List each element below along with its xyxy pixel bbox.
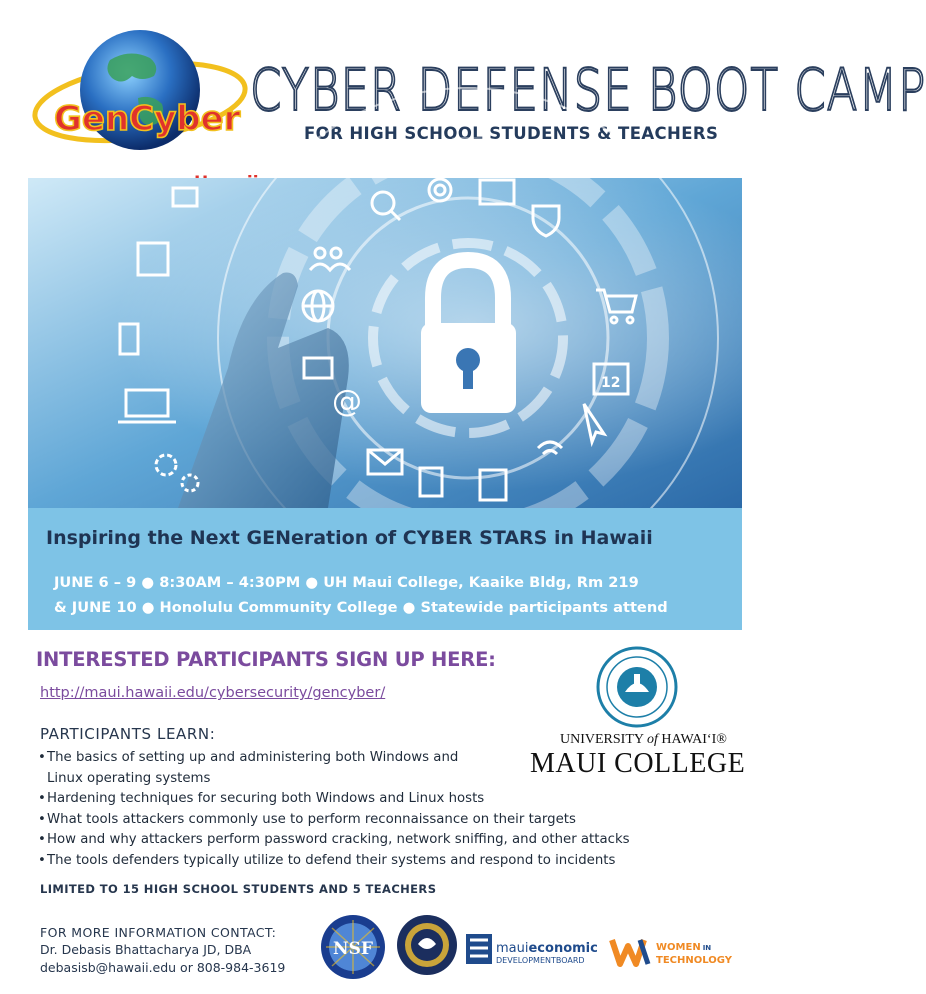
medb-word-economic: economic: [528, 941, 598, 956]
wit-women: WOMEN: [656, 942, 701, 953]
event-dates-line-2: & JUNE 10 ● Honolulu Community College ● Statewide participants attend: [54, 599, 668, 616]
nsf-logo-text: NSF: [333, 939, 373, 959]
enrollment-limit: LIMITED TO 15 HIGH SCHOOL STUDENTS AND 5 TEACHERS: [40, 882, 437, 896]
learn-item: • The basics of setting up and administering both Windows and Linux operating systems: [38, 748, 497, 789]
contact-name: Dr. Debasis Bhattacharya JD, DBA: [40, 942, 252, 957]
hero-cybersecurity-illustration: [28, 178, 742, 508]
signup-link[interactable]: http://maui.hawaii.edu/cybersecurity/gencyber/: [40, 685, 386, 701]
event-dates-line-1: JUNE 6 – 9 ● 8:30AM – 4:30PM ● UH Maui College, Kaaike Bldg, Rm 219: [54, 574, 639, 591]
learn-list: [38, 748, 728, 871]
university-of-word: of: [646, 732, 658, 747]
gencyber-hawaii-logo: [18, 20, 278, 195]
svg-text:mauieconomic: [496, 941, 598, 956]
nsa-seal-logo: [396, 914, 458, 976]
college-name: MAUI COLLEGE: [530, 748, 746, 779]
wit-in: IN: [702, 944, 712, 952]
at-sign-icon: @: [332, 384, 362, 419]
medb-word-board: DEVELOPMENTBOARD: [496, 956, 585, 965]
nsf-logo: [320, 914, 386, 980]
page-title: CYBER DEFENSE BOOT CAMP: [250, 56, 926, 124]
medb-word-maui: maui: [496, 941, 529, 956]
gencyber-logo-word: GenCyber: [54, 99, 241, 139]
learn-item: • The tools defenders typically utilize to defend their systems and respond to incidents: [38, 851, 728, 872]
university-seal-icon: [596, 646, 678, 728]
learn-item: • What tools attackers commonly use to perform reconnaissance on their targets: [38, 810, 728, 831]
event-banner: [28, 508, 742, 630]
university-hawaii-word: HAWAI‘I®: [661, 732, 727, 747]
banner-tagline: Inspiring the Next GENeration of CYBER STARS in Hawaii: [46, 527, 653, 549]
university-name: [560, 732, 727, 748]
university-word: UNIVERSITY: [560, 732, 644, 747]
page-subtitle: FOR HIGH SCHOOL STUDENTS & TEACHERS: [304, 124, 719, 143]
event-dates: [54, 570, 668, 620]
wit-technology: TECHNOLOGY: [656, 955, 732, 966]
contact-email-phone: debasisb@hawaii.edu or 808-984-3619: [40, 960, 286, 975]
signup-heading: INTERESTED PARTICIPANTS SIGN UP HERE:: [36, 648, 496, 671]
maui-economic-development-board-logo: [464, 930, 604, 970]
learn-item: • Hardening techniques for securing both Windows and Linux hosts: [38, 789, 728, 810]
women-in-technology-logo: [610, 934, 750, 970]
svg-text:WOMENIN: [656, 942, 711, 953]
learn-item: • How and why attackers perform password cracking, network sniffing, and other attacks: [38, 830, 728, 851]
learn-heading: PARTICIPANTS LEARN:: [40, 725, 216, 743]
calendar-day-label: 12: [601, 375, 621, 391]
contact-heading: FOR MORE INFORMATION CONTACT:: [40, 925, 277, 940]
